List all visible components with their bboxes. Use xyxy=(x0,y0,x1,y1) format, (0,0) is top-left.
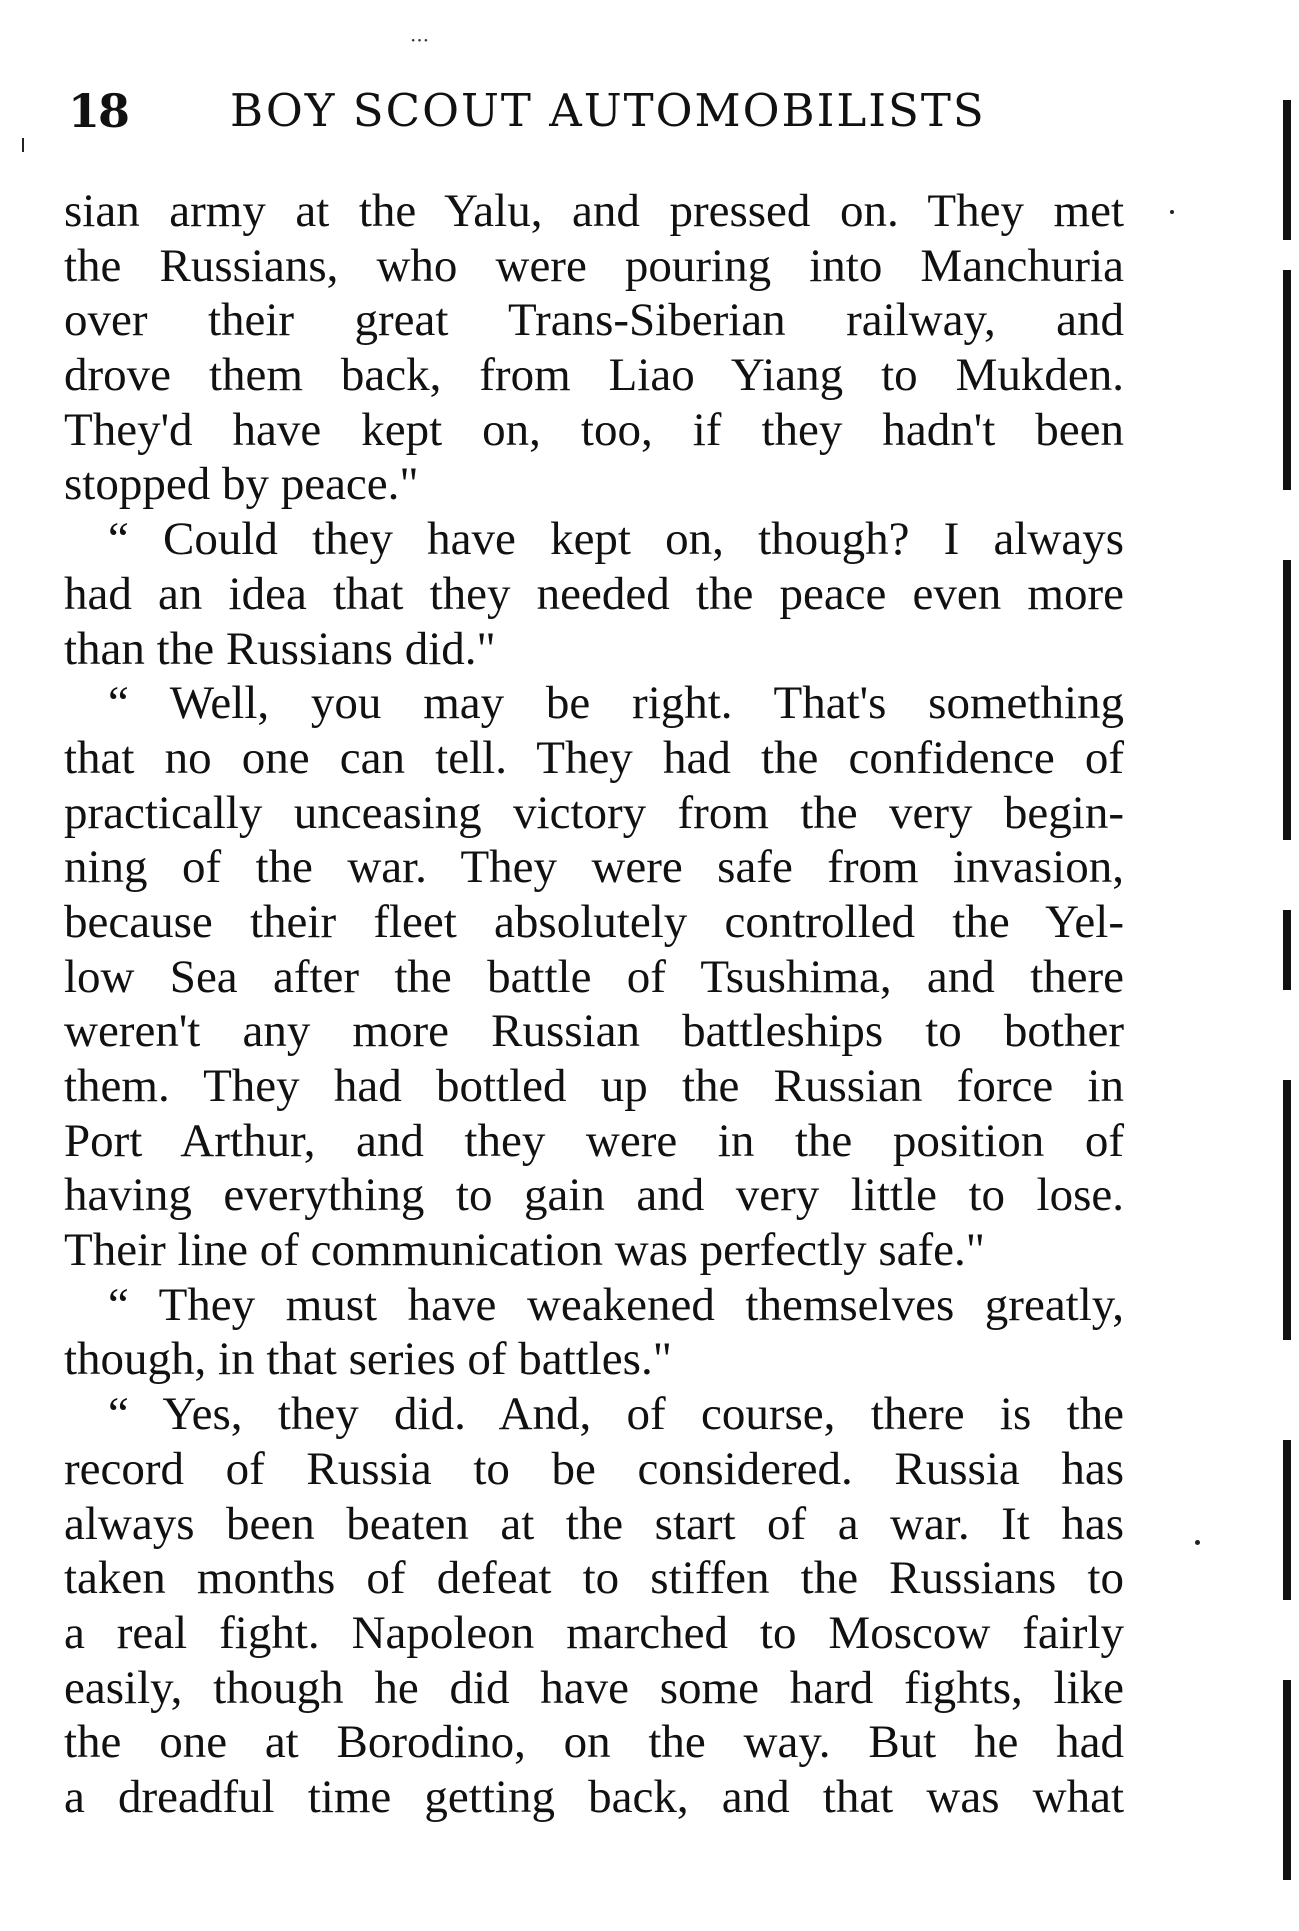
page-edge-shadow xyxy=(1261,60,1299,1920)
page-number: 18 xyxy=(68,84,129,138)
text-line: sian army at the Yalu, and pressed on. They met xyxy=(64,185,1124,237)
body-text xyxy=(64,184,1124,1825)
text-line: over their great Trans-Siberian railway, and xyxy=(64,294,1124,347)
print-speck xyxy=(1170,210,1174,214)
text-line: that no one can tell. They had the confidence of xyxy=(64,731,1124,784)
text-line: “ Could they have kept on, though? I always xyxy=(108,513,1124,566)
text-line: though, in that series of battles." xyxy=(64,1333,672,1386)
print-speck xyxy=(1195,1540,1200,1545)
text-line: Port Arthur, and they were in the position of xyxy=(64,1114,1124,1167)
text-line: practically unceasing victory from the very begin- xyxy=(64,786,1124,839)
print-speck: ··· xyxy=(410,28,430,52)
text-line: They'd have kept on, too, if they hadn't been xyxy=(64,403,1124,456)
text-line: ning of the war. They were safe from invasion, xyxy=(64,841,1124,894)
text-line: “ Yes, they did. And, of course, there is the xyxy=(108,1388,1124,1441)
text-line: a real fight. Napoleon marched to Moscow fairly xyxy=(64,1606,1124,1659)
text-line: them. They had bottled up the Russian force in xyxy=(64,1060,1124,1112)
text-line: low Sea after the battle of Tsushima, and there xyxy=(64,950,1124,1003)
text-line: easily, though he did have some hard fights, like xyxy=(64,1661,1124,1714)
text-line: had an idea that they needed the peace even more xyxy=(64,567,1124,620)
text-line: weren't any more Russian battleships to bother xyxy=(64,1005,1124,1058)
text-line: Their line of communication was perfectly safe." xyxy=(64,1224,985,1277)
text-line: always been beaten at the start of a war. It has xyxy=(64,1497,1124,1550)
text-line: because their fleet absolutely controlled the Yel- xyxy=(64,895,1124,948)
text-line: a dreadful time getting back, and that was what xyxy=(64,1770,1124,1823)
text-line: record of Russia to be considered. Russia has xyxy=(64,1442,1124,1495)
text-line: the one at Borodino, on the way. But he had xyxy=(64,1716,1124,1769)
text-line: than the Russians did." xyxy=(64,622,496,675)
book-title: BOY SCOUT AUTOMOBILISTS xyxy=(230,84,986,137)
text-line: drove them back, from Liao Yiang to Mukden. xyxy=(64,349,1124,402)
text-line: having everything to gain and very little to lose. xyxy=(64,1169,1124,1222)
text-line: “ Well, you may be right. That's something xyxy=(108,677,1124,730)
text-line: the Russians, who were pouring into Manchuria xyxy=(64,239,1124,292)
running-head xyxy=(68,84,1128,144)
text-line: stopped by peace." xyxy=(64,458,419,511)
text-line: taken months of defeat to stiffen the Russians to xyxy=(64,1552,1124,1605)
text-line: “ They must have weakened themselves greatly, xyxy=(108,1278,1124,1331)
print-speck xyxy=(22,138,24,152)
